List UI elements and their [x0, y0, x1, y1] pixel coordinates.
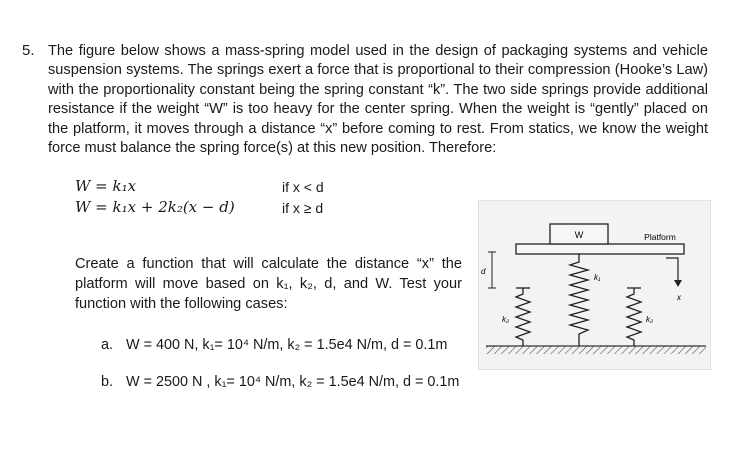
- case-a-text: W = 400 N, k₁= 10⁴ N/m, k₂ = 1.5e4 N/m, d = 0.1m: [126, 337, 448, 353]
- case-b-text: W = 2500 N , k₁= 10⁴ N/m, k₂ = 1.5e4 N/m, d = 0.1m: [126, 374, 460, 390]
- problem-paragraph: The figure below shows a mass-spring model used in the design of packaging systems and vehicle suspension systems. The springs exert a force that is proportional to their compression (Hooke’s Law) with the proportionality constant being the spring constant “k”. The two side springs provide additional resistance if the weight “W” is too heavy for the center spring. When the weight is “gently” placed on the platform, it moves through a distance “x” before coming to rest. From statics, we know the weight force must balance the spring force(s) at this new position. Therefore:: [48, 43, 708, 157]
- d-label: d: [481, 267, 486, 276]
- platform-bar: [516, 244, 684, 254]
- platform-label: Platform: [644, 232, 676, 242]
- equation-2-condition: if x ≥ d: [282, 200, 324, 216]
- case-a-letter: a.: [101, 337, 114, 353]
- equation-1: W = k₁x: [75, 177, 137, 195]
- problem-number: 5.: [22, 42, 35, 59]
- task-paragraph: Create a function that will calculate the distance “x” the platform will move based on k₁, k₂, d, and W. Test your function with the following cases:: [75, 256, 462, 312]
- x-label: x: [677, 293, 681, 302]
- k2-right-label: k₂: [646, 315, 654, 324]
- case-b-letter: b.: [101, 374, 114, 390]
- equation-1-condition: if x < d: [282, 179, 324, 195]
- mass-spring-figure: [478, 200, 711, 370]
- k1-label: k₁: [594, 273, 601, 282]
- equation-2: W = k₁x + 2k₂(x − d): [75, 198, 235, 216]
- ground-hatch: [486, 346, 706, 354]
- weight-label: W: [574, 230, 584, 240]
- k2-left-label: k₂: [502, 315, 510, 324]
